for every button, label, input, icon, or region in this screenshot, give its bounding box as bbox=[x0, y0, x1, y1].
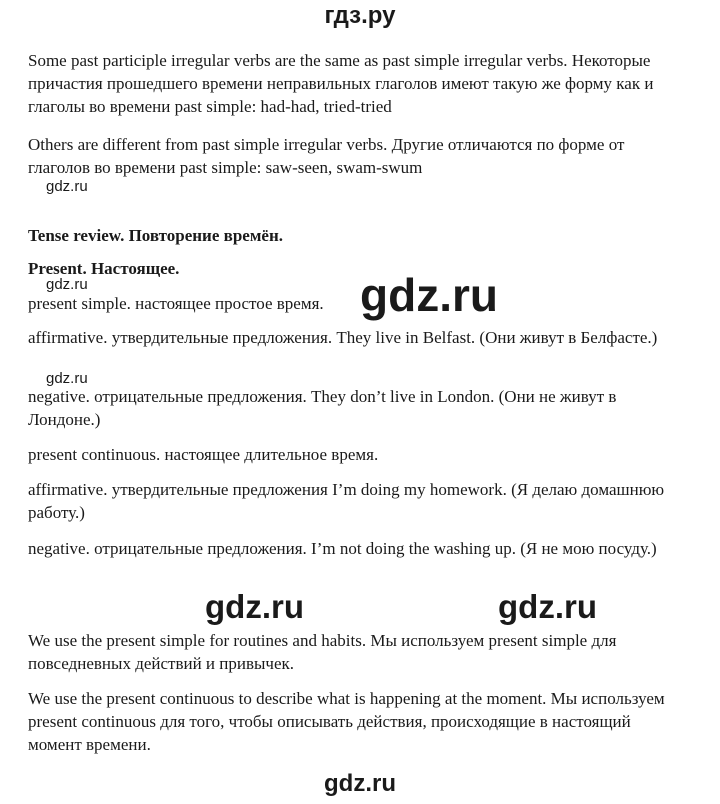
usage-continuous: We use the present continuous to describe what is happening at the moment. Мы используем present continuous для того, чтобы описывать действия, происходящие в настоящий момент времени. bbox=[28, 689, 665, 754]
usage-simple: We use the present simple for routines and habits. Мы используем present simple для повседневных действий и привычек. bbox=[28, 631, 617, 673]
watermark-large-3: gdz.ru bbox=[498, 588, 597, 625]
intro-paragraph-1: Some past participle irregular verbs are the same as past simple irregular verbs. Некоторые причастия прошедшего времени неправильных глаголов имеют такую же форму как и глаголы во времени past simple: had-had, tried-tried bbox=[28, 51, 654, 116]
pc-affirmative: affirmative. утвердительные предложения I’m doing my homework. (Я делаю домашнюю работу.) bbox=[28, 480, 665, 522]
watermark-large-2: gdz.ru bbox=[205, 588, 304, 625]
present-simple-def: present simple. настоящее простое время. bbox=[28, 294, 324, 313]
pc-negative: negative. отрицательные предложения. I’m not doing the washing up. (Я не мою посуду.) bbox=[28, 539, 657, 558]
watermark-large-1: gdz.ru bbox=[360, 269, 498, 321]
ps-affirmative: affirmative. утвердительные предложения. They live in Belfast. (Они живут в Белфасте.) bbox=[28, 328, 658, 347]
site-footer: gdz.ru bbox=[324, 770, 396, 797]
watermark-small-1: gdz.ru bbox=[46, 178, 88, 195]
ps-negative: negative. отрицательные предложения. They don’t live in London. (Они не живут в Лондоне.) bbox=[28, 387, 617, 429]
site-header: гдз.ру bbox=[324, 2, 396, 29]
section-title: Tense review. Повторение времён. bbox=[28, 226, 283, 245]
present-continuous-def: present continuous. настоящее длительное время. bbox=[28, 445, 379, 464]
intro-paragraph-2: Others are different from past simple irregular verbs. Другие отличаются по форме от глаголов во времени past simple: saw-seen, swam-swum bbox=[28, 135, 625, 177]
watermark-small-3: gdz.ru bbox=[46, 370, 88, 387]
present-heading: Present. Настоящее. bbox=[28, 259, 180, 278]
watermark-small-2: gdz.ru bbox=[46, 276, 88, 293]
